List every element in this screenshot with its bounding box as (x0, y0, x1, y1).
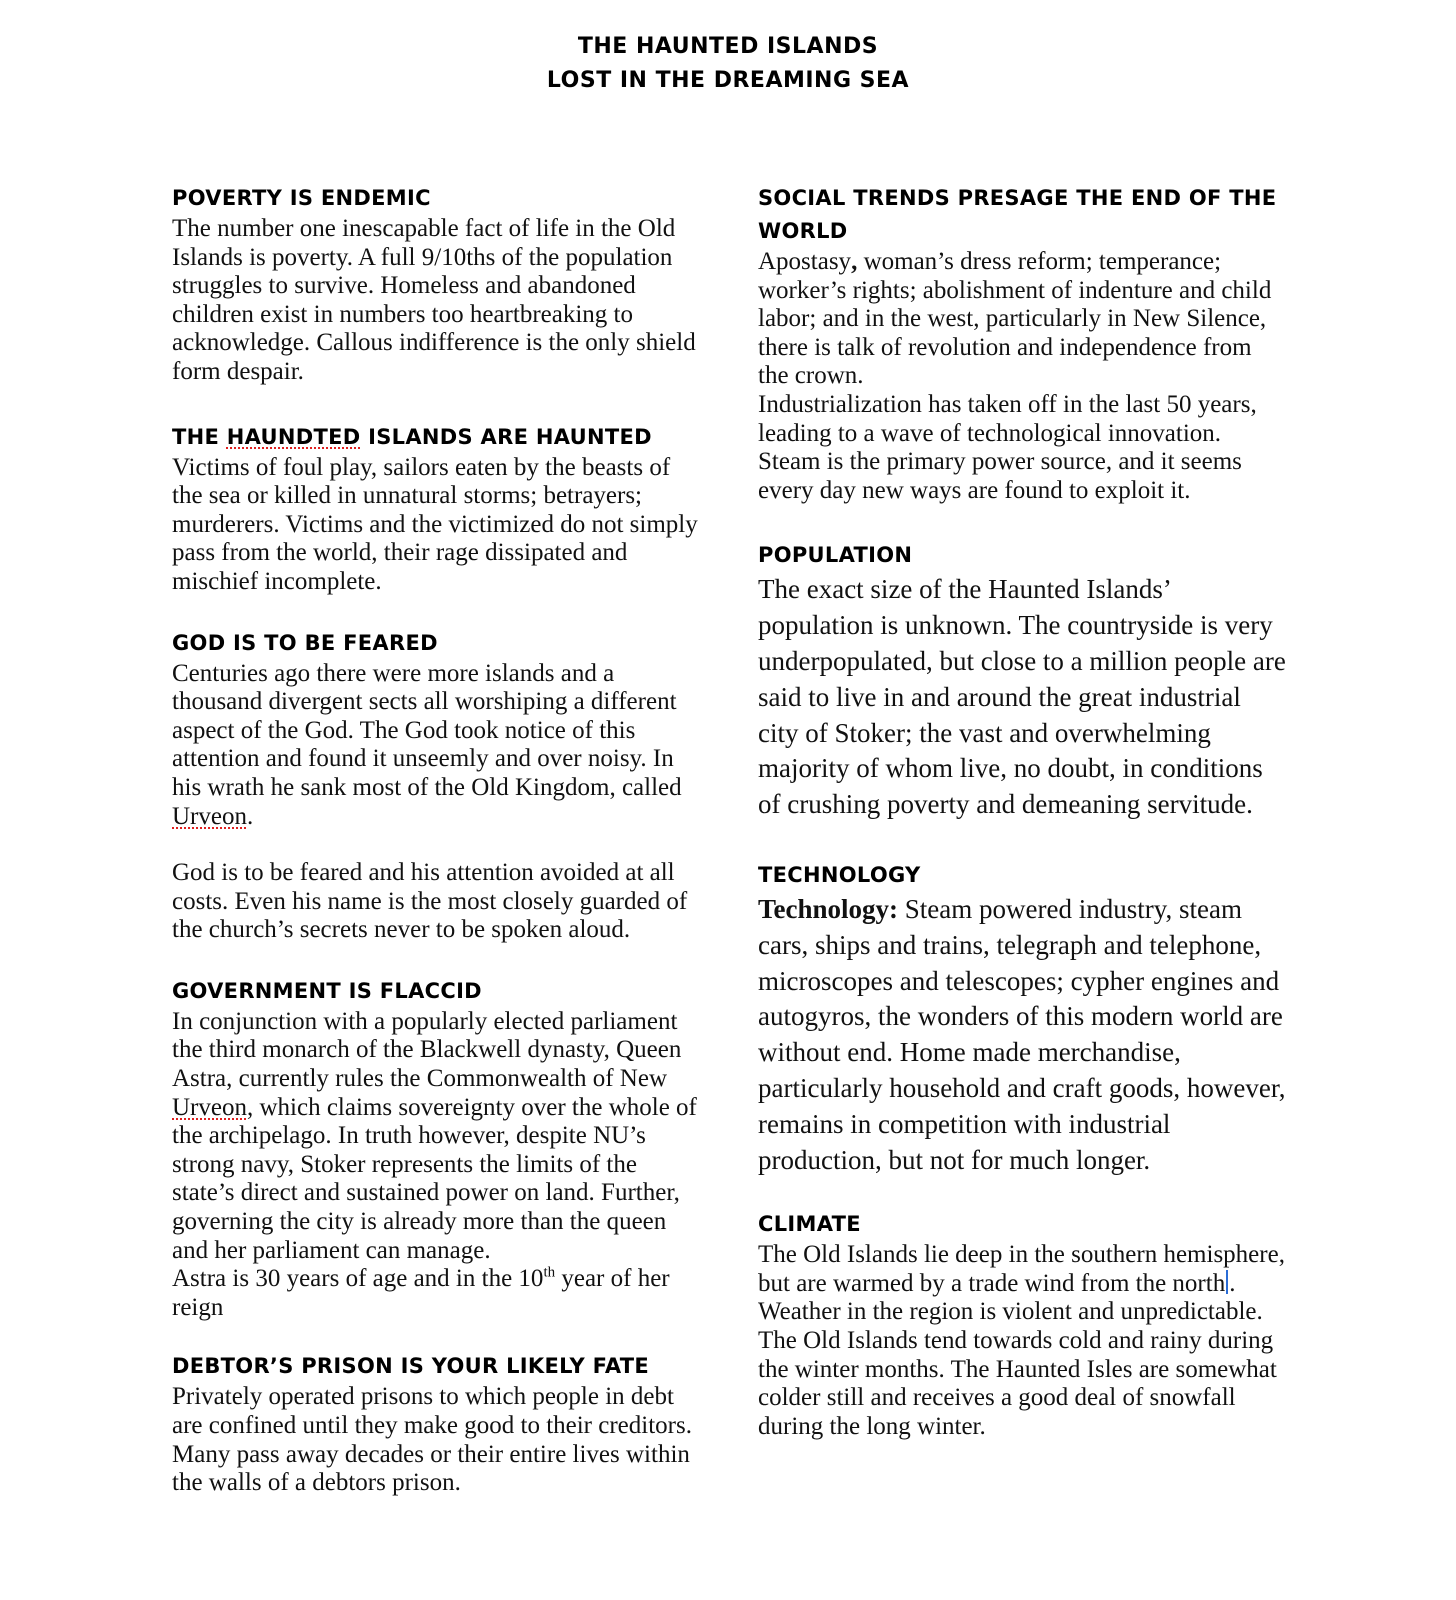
text-cursor (1226, 1270, 1228, 1294)
title-block (0, 30, 1456, 98)
heading-haunted (172, 421, 702, 454)
text-god-2[interactable]: God is to be feared and his attention avoided at all costs. Even his name is the most closely guarded of the church’s secrets never to be spoken aloud. (172, 859, 688, 944)
heading-poverty: POVERTY IS ENDEMIC (172, 186, 431, 210)
spellcheck-word[interactable]: Urveon (172, 802, 247, 830)
text-social-2[interactable]: Industrialization has taken off in the last 50 years, leading to a wave of technological innovation. Steam is the primary power source, and it seems every day new ways are found to exploit it. (758, 390, 1257, 504)
heading-debtor: DEBTOR’S PRISON IS YOUR LIKELY FATE (172, 1354, 650, 1379)
text-debtor[interactable]: Privately operated prisons to which people in debt are confined until they make good to their creditors. Many pass away decades or their entire lives within the walls of a debtors prison. (172, 1383, 692, 1497)
text-social-comma: , (851, 248, 858, 275)
heading-climate: CLIMATE (758, 1212, 861, 1237)
text-population[interactable]: The exact size of the Haunted Islands’ population is unknown. The countryside is very underpopulated, but close to a million people are said to live in and around the great industrial city of Stoker; the vast and overwhelming majority of whom live, no doubt, in conditions of crushing poverty and demeaning servitude. (758, 574, 1286, 820)
technology-text: Steam powered industry, steam cars, ships and trains, telegraph and telephone, microscopes and telescopes; cypher engines and autogyros, the wonders of this modern world are without end. Home made merchandise, particularly household and craft goods, however, remains in competition with industrial production, but not for much longer. (758, 893, 1286, 1175)
page-subtitle: LOST IN THE DREAMING SEA (546, 68, 910, 93)
section-technology (758, 859, 1288, 1178)
spellcheck-word[interactable]: HAUNDTED (226, 424, 361, 449)
text-social[interactable] (758, 248, 1288, 391)
section-poverty (172, 182, 702, 387)
superscript-th: th (543, 1264, 556, 1281)
population-body (758, 572, 1288, 823)
text-astra-post: year of her reign (172, 1265, 670, 1321)
spellcheck-word[interactable]: Urveon (172, 1093, 247, 1121)
section-government (172, 975, 702, 1323)
text-climate-pre: The Old Islands lie deep in the southern hemisphere, but are warmed by a trade wind from the north (758, 1241, 1285, 1297)
text-astra-pre: Astra is 30 years of age and in the 10 (172, 1265, 544, 1293)
heading-haunted-post: ISLANDS ARE HAUNTED (360, 424, 652, 449)
text-astra[interactable] (172, 1265, 702, 1322)
section-haunted (172, 421, 702, 597)
section-climate (758, 1208, 1288, 1441)
text-technology[interactable] (758, 892, 1288, 1178)
heading-technology: TECHNOLOGY (758, 862, 921, 887)
text-haunted[interactable]: Victims of foul play, sailors eaten by the beasts of the sea or killed in unnatural storms; betrayers; murderers. Victims and the victimized do not simply pass from the world, their rage dissipated and mischief incomplete. (172, 453, 698, 595)
text-climate[interactable] (758, 1241, 1288, 1441)
page-title: THE HAUNTED ISLANDS (577, 34, 879, 59)
text-climate-post: . Weather in the region is violent and unpredictable. The Old Islands tend towards cold and rainy during the winter months. The Haunted Isles are somewhat colder still and receives a good deal of snowfall during the long winter. (758, 1269, 1277, 1440)
text-government-post: , which claims sovereignty over the whole of the archipelago. In truth however, despite NU’s strong navy, Stoker represents the limits of the state’s direct and sustained power on land. Further, governing the city is already more than the queen and her parliament can manage. (172, 1093, 697, 1264)
right-column (758, 182, 1288, 1441)
technology-body (758, 892, 1288, 1178)
technology-lead: Technology: (758, 893, 899, 924)
left-column (172, 182, 702, 1498)
heading-population: POPULATION (758, 543, 913, 568)
text-poverty[interactable]: The number one inescapable fact of life in the Old Islands is poverty. A full 9/10ths of the population struggles to survive. Homeless and abandoned children exist in numbers too heartbreaking to acknowledge. Callous indifference is the only shield form despair. (172, 215, 696, 385)
text-god-1-pre: Centuries ago there were more islands and a thousand divergent sects all worshiping a different aspect of the God. The God took notice of this attention and found it unseemly and over noisy. In his wrath he sank most of the Old Kingdom, called (172, 659, 682, 801)
section-god (172, 627, 702, 945)
section-debtor (172, 1350, 702, 1497)
heading-haunted-pre: THE (172, 424, 227, 449)
heading-social: SOCIAL TRENDS PRESAGE THE END OF THE WORLD (758, 186, 1277, 243)
text-social-post: woman’s dress reform; temperance; worker’s rights; abolishment of indenture and child labor; and in the west, particularly in New Silence, there is talk of revolution and independence from the crown. (758, 248, 1272, 390)
text-god-1-post: . (246, 802, 254, 830)
text-god-1[interactable] (172, 660, 702, 832)
section-social (758, 182, 1288, 505)
text-social-pre: Apostasy (758, 248, 852, 275)
heading-government: GOVERNMENT IS FLACCID (172, 978, 482, 1003)
section-population (758, 539, 1288, 823)
text-government-pre: In conjunction with a popularly elected parliament the third monarch of the Blackwell dynasty, Queen Astra, currently rules the Commonwealth of New (172, 1007, 682, 1093)
text-government[interactable] (172, 1008, 702, 1265)
heading-god: GOD IS TO BE FEARED (172, 630, 438, 655)
